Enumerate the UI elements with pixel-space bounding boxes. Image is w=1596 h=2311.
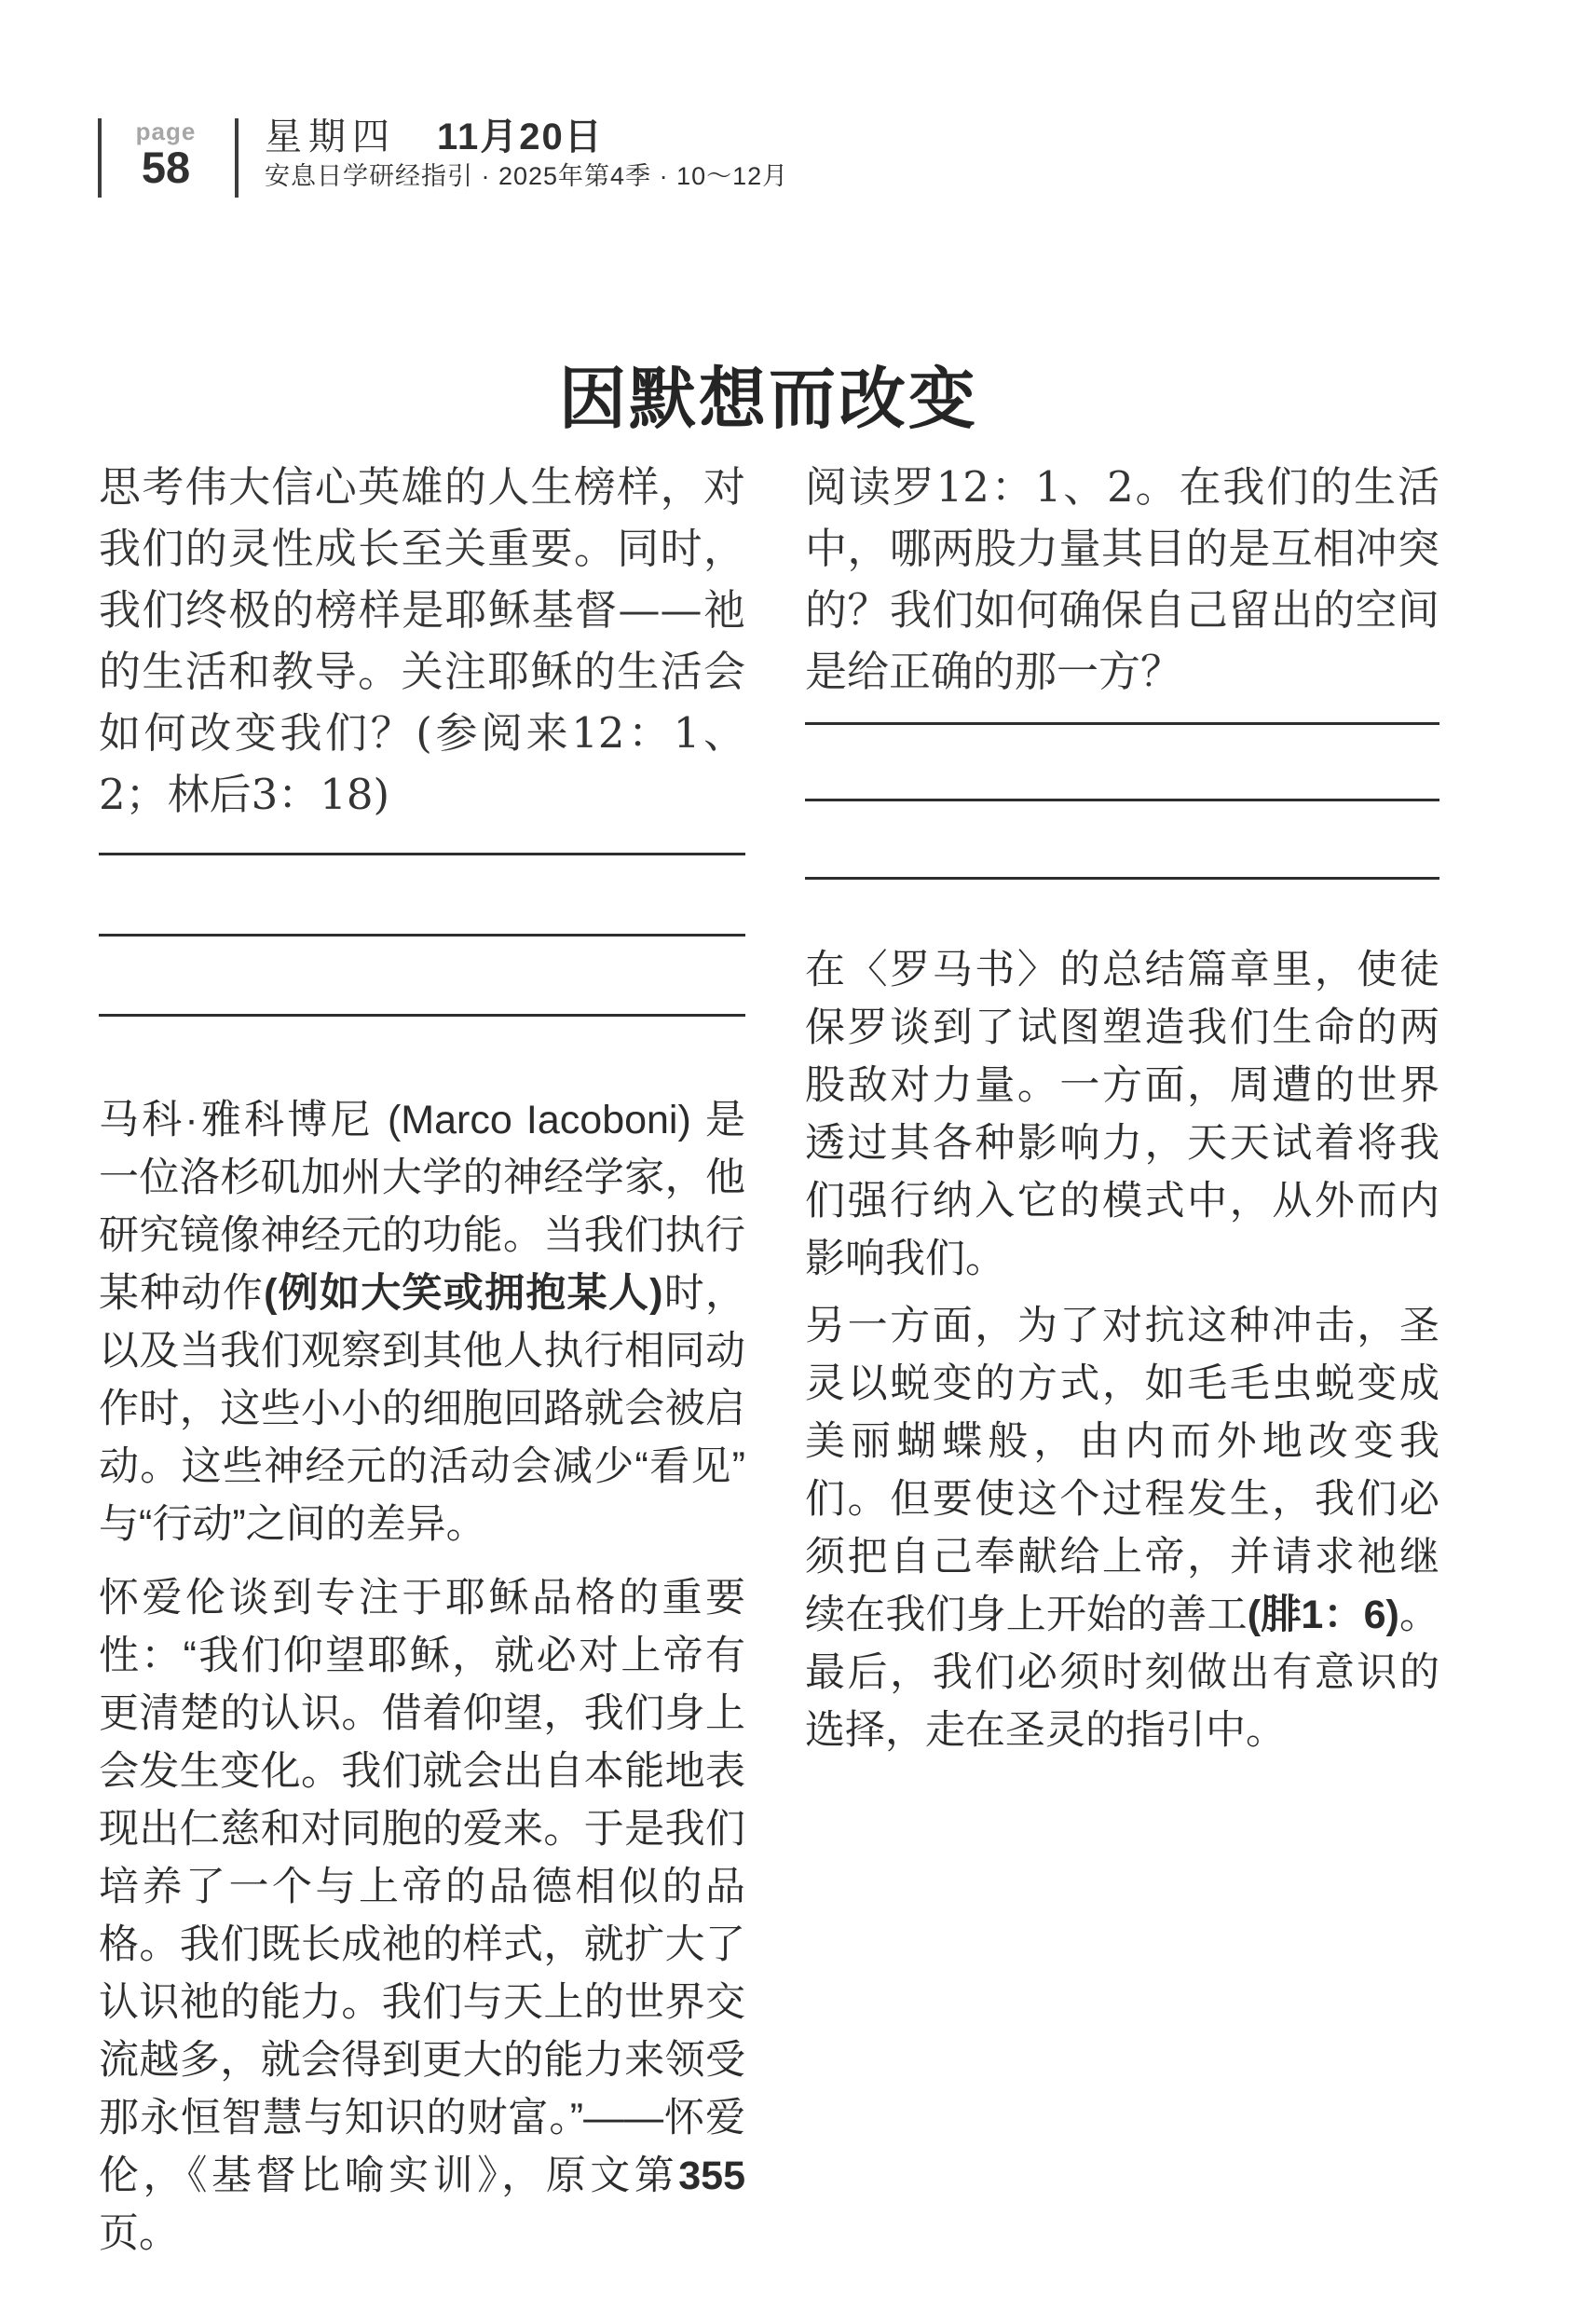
text-run: 在〈罗马书〉的总结篇章里，使徒保罗谈到了试图塑造我们生命的两股敌对力量。一方面，周遭的世界透过其各种影响力，天天试着将我们强行纳入它的模式中，从外而内影响我们。 <box>805 948 1439 1281</box>
left-body-paragraph-2 <box>99 1569 745 2263</box>
answer-line <box>99 934 745 937</box>
page-number-block <box>114 117 218 192</box>
text-run: 怀爱伦谈到专注于耶稣品格的重要性：“我们仰望耶稣，就必对上帝有更清楚的认识。借着仰望，我们身上会发生变化。我们就会出自本能地表现出仁慈和对同胞的爱来。于是我们培养了一个与上帝的品德相似的品格。我们既长成祂的样式，就扩大了认识祂的能力。我们与天上的世界交流越多，就会得到更大的能力来领受那永恒智慧与知识的财富。”——怀爱伦，《基督比喻实训》，原文第 <box>99 1576 745 2198</box>
page-label: page <box>135 117 197 145</box>
page-number: 58 <box>141 143 191 192</box>
text-run: 时，以及当我们观察到其他人执行相同动作时，这些小小的细胞回路就会被启动。这些神经元的活动会减少“看见”与“行动”之间的差异。 <box>99 1271 746 1547</box>
weekday-label: 星期四 <box>265 116 396 157</box>
text-run: 是一位洛杉矶加州大学的神经学家，他研究镜像神经元的功能。当我们执行某种动作 <box>99 1098 745 1316</box>
answer-line <box>805 877 1439 880</box>
edition-label: 安息日学研经指引 · 2025年第4季 · 10～12月 <box>265 162 789 190</box>
text-run: 355 <box>678 2154 745 2198</box>
text-run: (例如大笑或拥抱某人) <box>264 1271 663 1316</box>
text-run: (Marco Iacoboni) <box>387 1098 691 1142</box>
answer-line <box>805 722 1439 725</box>
header-date-line <box>265 116 788 158</box>
date-label: 11月20日 <box>437 116 604 157</box>
answer-line <box>99 853 745 855</box>
left-intro-paragraph: 思考伟大信心英雄的人生榜样，对我们的灵性成长至关重要。同时，我们终极的榜样是耶稣基督——祂的生活和教导。关注耶稣的生活会如何改变我们？(参阅来12：1、2；林后3：18) <box>99 462 745 819</box>
text-run: (腓1：6) <box>1247 1593 1399 1637</box>
right-body-paragraph-2 <box>805 1297 1439 1759</box>
text-run: 另一方面，为了对抗这种冲击，圣灵以蜕变的方式，如毛毛虫蜕变成美丽蝴蝶般，由内而外地改变我们。但要使这个过程发生，我们必须把自己奉献给上帝，并请求祂继续在我们身上开始的善工 <box>805 1304 1439 1637</box>
header-text-block <box>265 116 788 190</box>
text-run: 页。 <box>99 2211 179 2256</box>
right-question-paragraph: 阅读罗12：1、2。在我们的生活中，哪两股力量其目的是互相冲突的？我们如何确保自己留出的空间是给正确的那一方？ <box>805 462 1439 696</box>
lesson-title: 因默想而改变 <box>558 362 978 438</box>
right-body-paragraph-1 <box>805 941 1439 1288</box>
left-column <box>99 415 745 2269</box>
header-divider-bar-left <box>98 118 102 198</box>
left-body-paragraph-1 <box>99 1091 745 1553</box>
answer-line <box>805 799 1439 801</box>
header-divider-bar-right <box>235 118 239 198</box>
right-column <box>805 415 1440 1753</box>
text-run: 。最后，我们必须时刻做出有意识的选择，走在圣灵的指引中。 <box>805 1593 1440 1753</box>
text-run: 马科·雅科博尼 <box>99 1098 388 1142</box>
answer-line <box>99 1014 745 1017</box>
